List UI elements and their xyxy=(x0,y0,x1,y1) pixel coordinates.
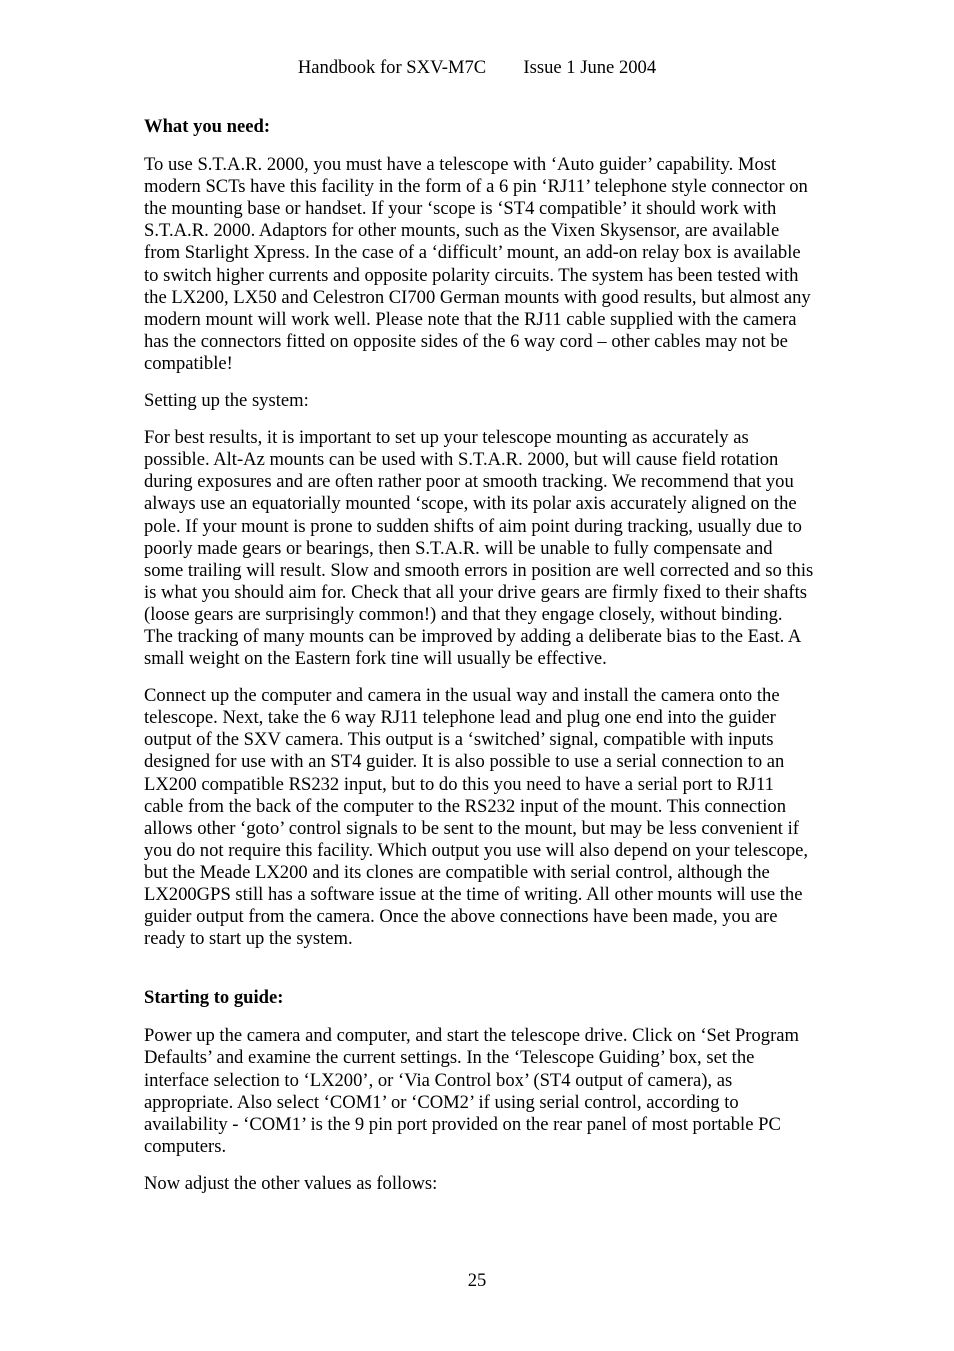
page-content xyxy=(144,116,814,1210)
page-header xyxy=(0,57,954,79)
paragraph-setting-up-1: For best results, it is important to set up your telescope mounting as accurately as possible. Alt-Az mounts can be used with S.T.A.R. 2000, but will cause field rotation during exposures and are often rather poor at smooth tracking. We recommend that you always use an equatorially mounted ‘scope, with its polar axis accurately aligned on the pole. If your mount is prone to sudden shifts of aim point during tracking, usually due to poorly made gears or bearings, then S.T.A.R. will be unable to fully compensate and some trailing will result. Slow and smooth errors in position are well corrected and so this is what you should aim for. Check that all your drive gears are firmly fixed to their shafts (loose gears are surprisingly common!) and that they engage closely, without binding. The tracking of many mounts can be improved by adding a deliberate bias to the East. A small weight on the Eastern fork tine will usually be effective. xyxy=(144,427,814,670)
heading-starting-to-guide: Starting to guide: xyxy=(144,987,284,1009)
paragraph-starting-to-guide-2: Now adjust the other values as follows: xyxy=(144,1172,438,1194)
paragraph-starting-to-guide-1: Power up the camera and computer, and start the telescope drive. Click on ‘Set Program Defaults’ and examine the current settings. In the ‘Telescope Guiding’ box, set the interface selection to ‘LX200’, or ‘Via Control box’ (ST4 output of camera), as appropriate. Also select ‘COM1’ or ‘COM2’ if using serial control, according to availability - ‘COM1’ is the 9 pin port provided on the rear panel of most portable PC computers. xyxy=(144,1025,799,1157)
paragraph-what-you-need: To use S.T.A.R. 2000, you must have a telescope with ‘Auto guider’ capability. Most modern SCTs have this facility in the form of a 6 pin ‘RJ11’ telephone style connector on the mounting base or handset. If your ‘scope is ‘ST4 compatible’ it should work with S.T.A.R. 2000. Adaptors for other mounts, such as the Vixen Skysensor, are available from Starlight Xpress. In the case of a ‘difficult’ mount, an add-on relay box is available to switch higher currents and opposite polarity circuits. The system has been tested with the LX200, LX50 and Celestron CI700 German mounts with good results, but almost any modern mount will work well. Please note that the RJ11 cable supplied with the camera has the connectors fitted on opposite sides of the 6 way cord – other cables may not be compatible! xyxy=(144,154,811,374)
heading-what-you-need: What you need: xyxy=(144,116,271,137)
paragraph-setting-up-2: Connect up the computer and camera in the usual way and install the camera onto the telescope. Next, take the 6 way RJ11 telephone lead and plug one end into the guider output of the SXV camera. This output is a ‘switched’ signal, compatible with inputs designed for use with an ST4 guider. It is also possible to use a serial connection to an LX200 compatible RS232 input, but to do this you need to have a serial port to RJ11 cable from the back of the computer to the RS232 input of the mount. This connection allows other ‘goto’ control signals to be sent to the mount, but may be less convenient if you do not require this facility. Which output you use will also depend on your telescope, but the Meade LX200 and its clones are compatible with serial control, although the LX200GPS still has a software issue at the time of writing. All other mounts will use the guider output from the camera. Once the above connections have been made, you are ready to start up the system. xyxy=(144,685,809,950)
heading-setting-up: Setting up the system: xyxy=(144,390,309,412)
issue-date: Issue 1 June 2004 xyxy=(523,57,657,78)
document-title: Handbook for SXV-M7C xyxy=(297,57,487,78)
page-number: 25 xyxy=(467,1270,487,1291)
